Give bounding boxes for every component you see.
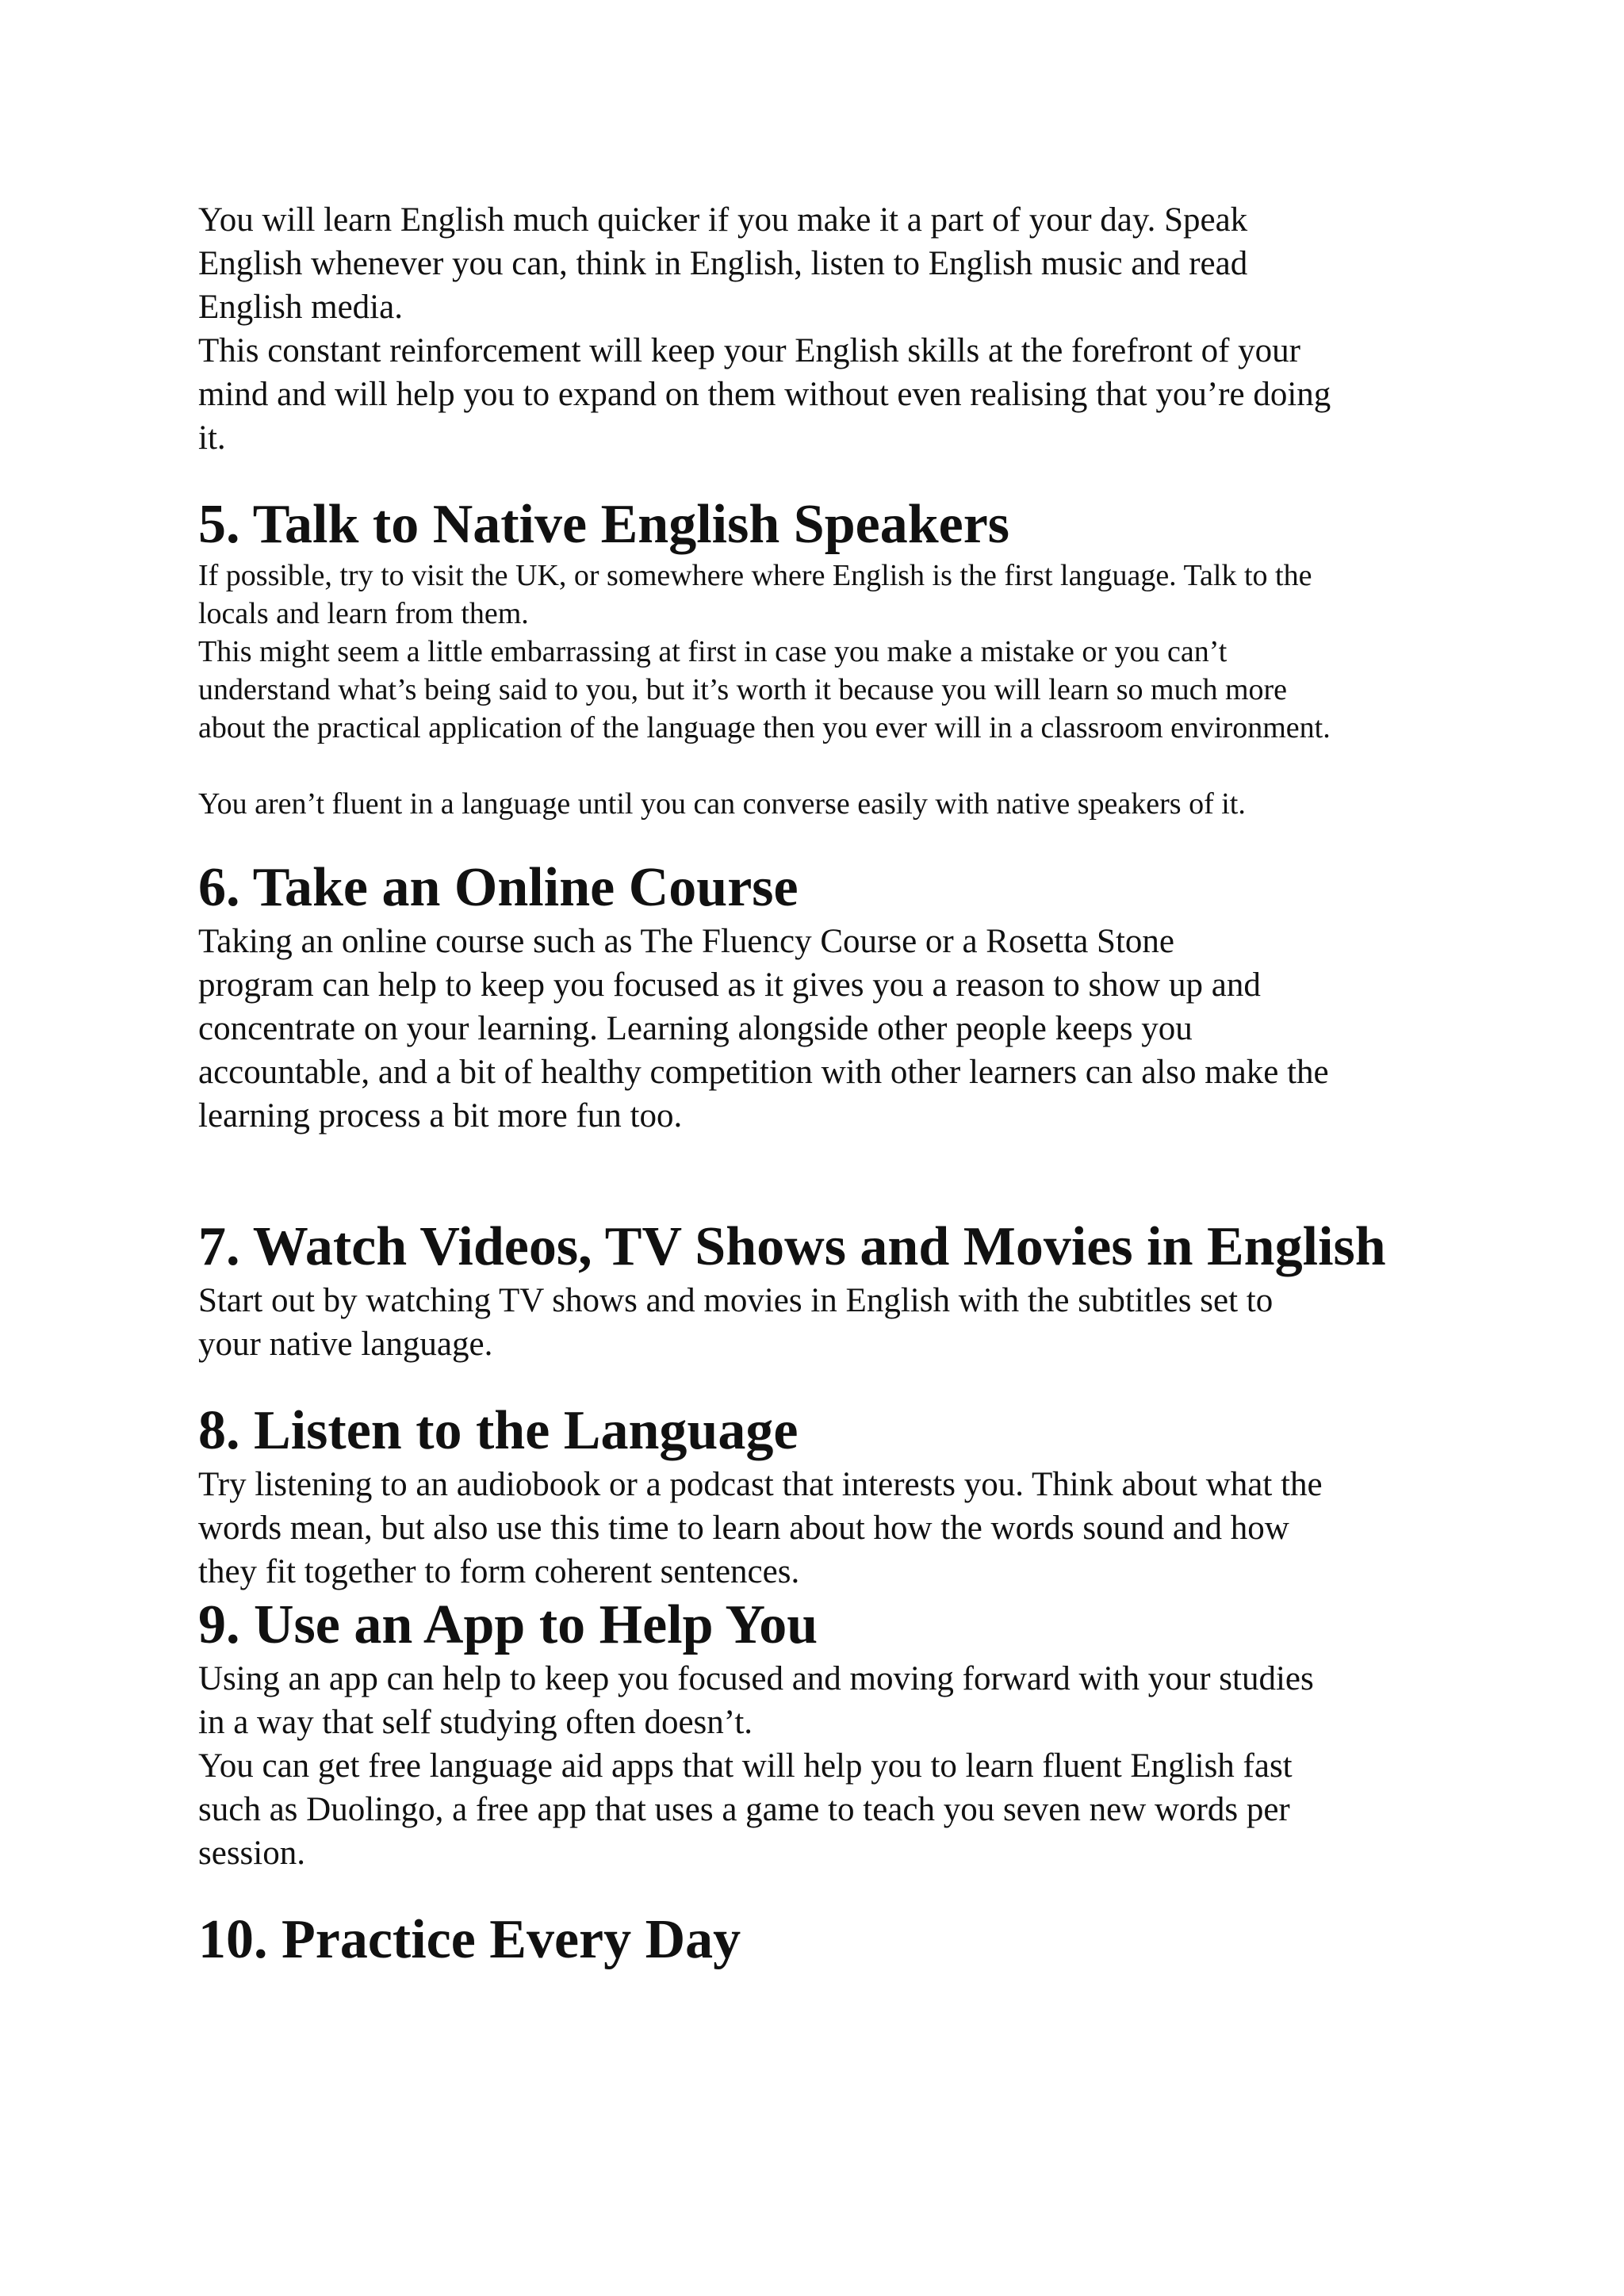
body-line: Using an app can help to keep you focused and moving forward with your studies <box>198 1660 1314 1697</box>
body-line: accountable, and a bit of healthy competition with other learners can also make the <box>198 1054 1329 1091</box>
section-practice-every-day <box>198 1908 1435 1972</box>
section-listen-to-language <box>198 1399 1435 1594</box>
section-heading: 5. Talk to Native English Speakers <box>198 494 1009 555</box>
section-use-an-app <box>198 1594 1435 1875</box>
section-heading: 8. Listen to the Language <box>198 1400 799 1461</box>
body-line: Start out by watching TV shows and movies in English with the subtitles set to <box>198 1282 1274 1319</box>
body-line: locals and learn from them. <box>198 597 529 630</box>
body-line: words mean, but also use this time to learn about how the words sound and how <box>198 1510 1289 1547</box>
section-heading: 9. Use an App to Help You <box>198 1594 818 1655</box>
body-line: concentrate on your learning. Learning alongside other people keeps you <box>198 1010 1193 1047</box>
body-line: mind and will help you to expand on them without even realising that you’re doing <box>198 376 1331 413</box>
body-line: Try listening to an audiobook or a podcast that interests you. Think about what the <box>198 1466 1323 1503</box>
body-line: This constant reinforcement will keep your English skills at the forefront of your <box>198 332 1300 369</box>
body-line: they fit together to form coherent sentences. <box>198 1553 800 1590</box>
body-line: program can help to keep you focused as it gives you a reason to show up and <box>198 966 1261 1004</box>
body-line: You can get free language aid apps that will help you to learn fluent English fast <box>198 1747 1293 1785</box>
body-line: your native language. <box>198 1326 493 1363</box>
section-heading: 10. Practice Every Day <box>198 1909 741 1970</box>
section-heading: 7. Watch Videos, TV Shows and Movies in English <box>198 1216 1386 1277</box>
body-line: in a way that self studying often doesn’t. <box>198 1704 753 1741</box>
body-line: understand what’s being said to you, but it’s worth it because you will learn so much more <box>198 673 1288 706</box>
body-line: English media. <box>198 289 403 326</box>
section-watch-videos <box>198 1215 1435 1366</box>
section-heading: 6. Take an Online Course <box>198 857 799 918</box>
body-line: You will learn English much quicker if you make it a part of your day. Speak <box>198 201 1248 239</box>
intro-paragraph <box>198 198 1435 460</box>
body-line: If possible, try to visit the UK, or somewhere where English is the first language. Talk to the <box>198 559 1312 592</box>
body-line: This might seem a little embarrassing at first in case you make a mistake or you can’t <box>198 635 1228 668</box>
section-talk-to-native-speakers <box>198 493 1435 823</box>
body-line: such as Duolingo, a free app that uses a game to teach you seven new words per <box>198 1791 1290 1828</box>
body-line: English whenever you can, think in English, listen to English music and read <box>198 245 1248 282</box>
body-line: it. <box>198 419 226 457</box>
document-page <box>198 198 1435 1972</box>
section-take-online-course <box>198 856 1435 1138</box>
body-line: learning process a bit more fun too. <box>198 1097 683 1135</box>
body-line: Taking an online course such as The Fluency Course or a Rosetta Stone <box>198 923 1174 960</box>
body-line: You aren’t fluent in a language until you can converse easily with native speakers of it. <box>198 787 1246 821</box>
body-line: about the practical application of the language then you ever will in a classroom environment. <box>198 711 1331 744</box>
body-line: session. <box>198 1835 305 1872</box>
